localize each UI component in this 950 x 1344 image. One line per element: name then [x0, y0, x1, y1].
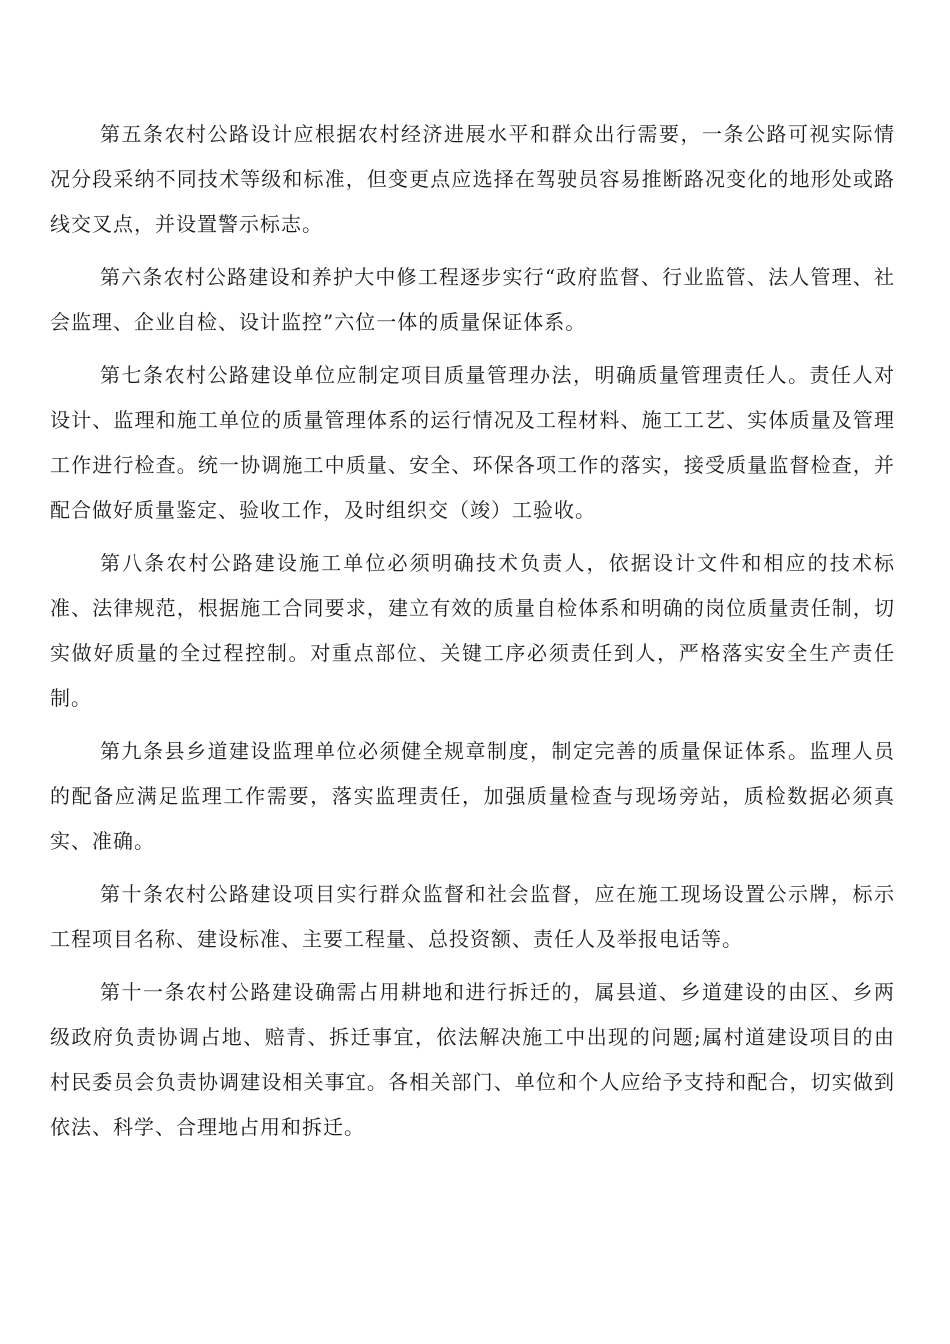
article-5-paragraph: 第五条农村公路设计应根据农村经济进展水平和群众出行需要，一条公路可视实际情况分段采纳不同技术等级和标准，但变更点应选择在驾驶员容易推断路况变化的地形处或路线交叉点，并设置警示标志。 [50, 122, 895, 236]
article-11-paragraph: 第十一条农村公路建设确需占用耕地和进行拆迁的，属县道、乡道建设的由区、乡两级政府负责协调占地、赔青、拆迁事宜，依法解决施工中出现的问题;属村道建设项目的由村民委员会负责协调建设相关事宜。各相关部门、单位和个人应给予支持和配合，切实做到依法、科学、合理地占用和拆迁。 [50, 980, 895, 1139]
article-8-paragraph: 第八条农村公路建设施工单位必须明确技术负责人，依据设计文件和相应的技术标准、法律规范，根据施工合同要求，建立有效的质量自检体系和明确的岗位质量责任制，切实做好质量的全过程控制。对重点部位、关键工序必须责任到人，严格落实安全生产责任制。 [50, 551, 895, 710]
document-body [50, 112, 895, 1158]
article-7-paragraph: 第七条农村公路建设单位应制定项目质量管理办法，明确质量管理责任人。责任人对设计、监理和施工单位的质量管理体系的运行情况及工程材料、施工工艺、实体质量及管理工作进行检查。统一协调施工中质量、安全、环保各项工作的落实，接受质量监督检查，并配合做好质量鉴定、验收工作，及时组织交（竣）工验收。 [50, 363, 895, 522]
article-9-paragraph: 第九条县乡道建设监理单位必须健全规章制度，制定完善的质量保证体系。监理人员的配备应满足监理工作需要，落实监理责任，加强质量检查与现场旁站，质检数据必须真实、准确。 [50, 739, 895, 853]
article-10-paragraph: 第十条农村公路建设项目实行群众监督和社会监督，应在施工现场设置公示牌，标示工程项目名称、建设标准、主要工程量、总投资额、责任人及举报电话等。 [50, 882, 895, 951]
article-6-paragraph: 第六条农村公路建设和养护大中修工程逐步实行“政府监督、行业监管、法人管理、社会监理、企业自检、设计监控”六位一体的质量保证体系。 [50, 265, 895, 334]
